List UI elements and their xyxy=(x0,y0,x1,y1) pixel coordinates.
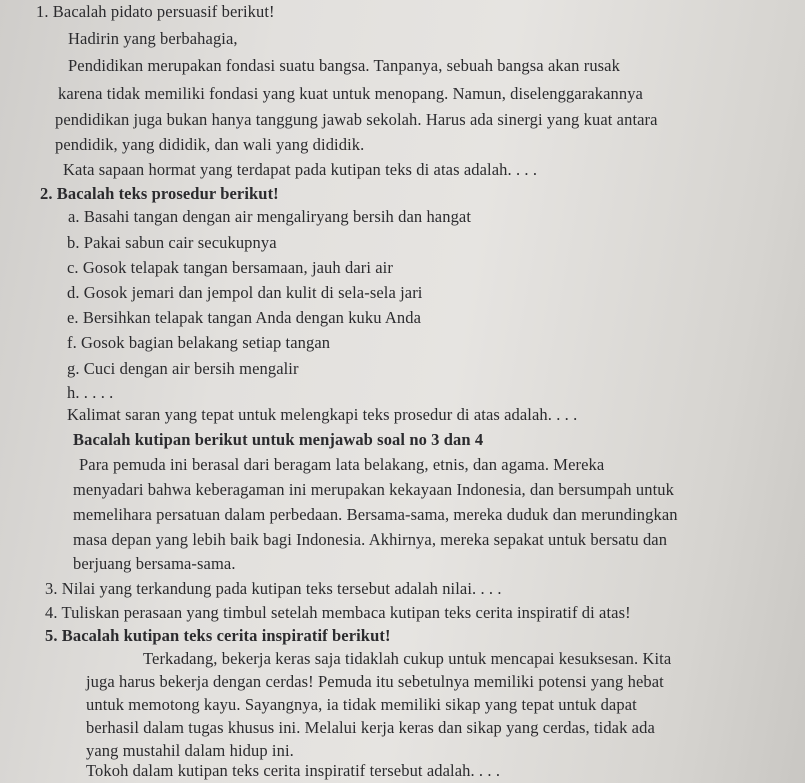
q2-heading: 2. Bacalah teks prosedur berikut! xyxy=(40,184,279,203)
q1-speech-line: pendidik, yang dididik, dan wali yang dididik. xyxy=(55,135,365,154)
q5-heading: 5. Bacalah kutipan teks cerita inspiratif berikut! xyxy=(45,626,391,645)
q1-heading: 1. Bacalah pidato persuasif berikut! xyxy=(36,2,275,21)
q2-question: Kalimat saran yang tepat untuk melengkapi teks prosedur di atas adalah. . . . xyxy=(67,405,578,424)
q1-speech-line: karena tidak memiliki fondasi yang kuat untuk menopang. Namun, diselenggarakannya xyxy=(58,84,643,103)
q5-story-line: juga harus bekerja dengan cerdas! Pemuda itu sebetulnya memiliki potensi yang hebat xyxy=(86,672,664,691)
q2-step: d. Gosok jemari dan jempol dan kulit di sela-sela jari xyxy=(67,283,423,302)
q34-passage-line: berjuang bersama-sama. xyxy=(73,554,236,573)
q5-story-line: untuk memotong kayu. Sayangnya, ia tidak memiliki sikap yang tepat untuk dapat xyxy=(86,695,637,714)
q1-question: Kata sapaan hormat yang terdapat pada kutipan teks di atas adalah. . . . xyxy=(63,160,538,179)
q3-question: 3. Nilai yang terkandung pada kutipan teks tersebut adalah nilai. . . . xyxy=(45,579,502,598)
q2-step: g. Cuci dengan air bersih mengalir xyxy=(67,359,299,378)
q5-story-line: yang mustahil dalam hidup ini. xyxy=(86,741,294,760)
q2-step: c. Gosok telapak tangan bersamaan, jauh dari air xyxy=(67,258,393,277)
q5-question: Tokoh dalam kutipan teks cerita inspiratif tersebut adalah. . . . xyxy=(86,761,501,780)
q2-step: e. Bersihkan telapak tangan Anda dengan kuku Anda xyxy=(67,308,422,327)
q2-step: b. Pakai sabun cair secukupnya xyxy=(67,233,277,252)
q2-step: a. Basahi tangan dengan air mengaliryang bersih dan hangat xyxy=(68,207,472,226)
q34-heading: Bacalah kutipan berikut untuk menjawab soal no 3 dan 4 xyxy=(73,430,484,449)
q34-passage-line: menyadari bahwa keberagaman ini merupakan kekayaan Indonesia, dan bersumpah untuk xyxy=(73,480,674,499)
q34-passage-line: memelihara persatuan dalam perbedaan. Bersama-sama, mereka duduk dan merundingkan xyxy=(73,505,678,524)
q1-speech-line: Pendidikan merupakan fondasi suatu bangsa. Tanpanya, sebuah bangsa akan rusak xyxy=(68,56,620,75)
q34-passage-line: Para pemuda ini berasal dari beragam lata belakang, etnis, dan agama. Mereka xyxy=(79,455,605,474)
q1-speech-line: Hadirin yang berbahagia, xyxy=(68,29,238,48)
q5-story-line: Terkadang, bekerja keras saja tidaklah cukup untuk mencapai kesuksesan. Kita xyxy=(143,649,672,668)
q1-speech-line: pendidikan juga bukan hanya tanggung jawab sekolah. Harus ada sinergi yang kuat antara xyxy=(55,110,658,129)
q5-story-line: berhasil dalam tugas khusus ini. Melalui kerja keras dan sikap yang cerdas, tidak ada xyxy=(86,718,655,737)
q2-step: h. . . . . xyxy=(67,383,114,402)
q4-question: 4. Tuliskan perasaan yang timbul setelah membaca kutipan teks cerita inspiratif di atas! xyxy=(45,603,631,622)
q2-step: f. Gosok bagian belakang setiap tangan xyxy=(67,333,331,352)
q34-passage-line: masa depan yang lebih baik bagi Indonesia. Akhirnya, mereka sepakat untuk bersatu dan xyxy=(73,530,668,549)
